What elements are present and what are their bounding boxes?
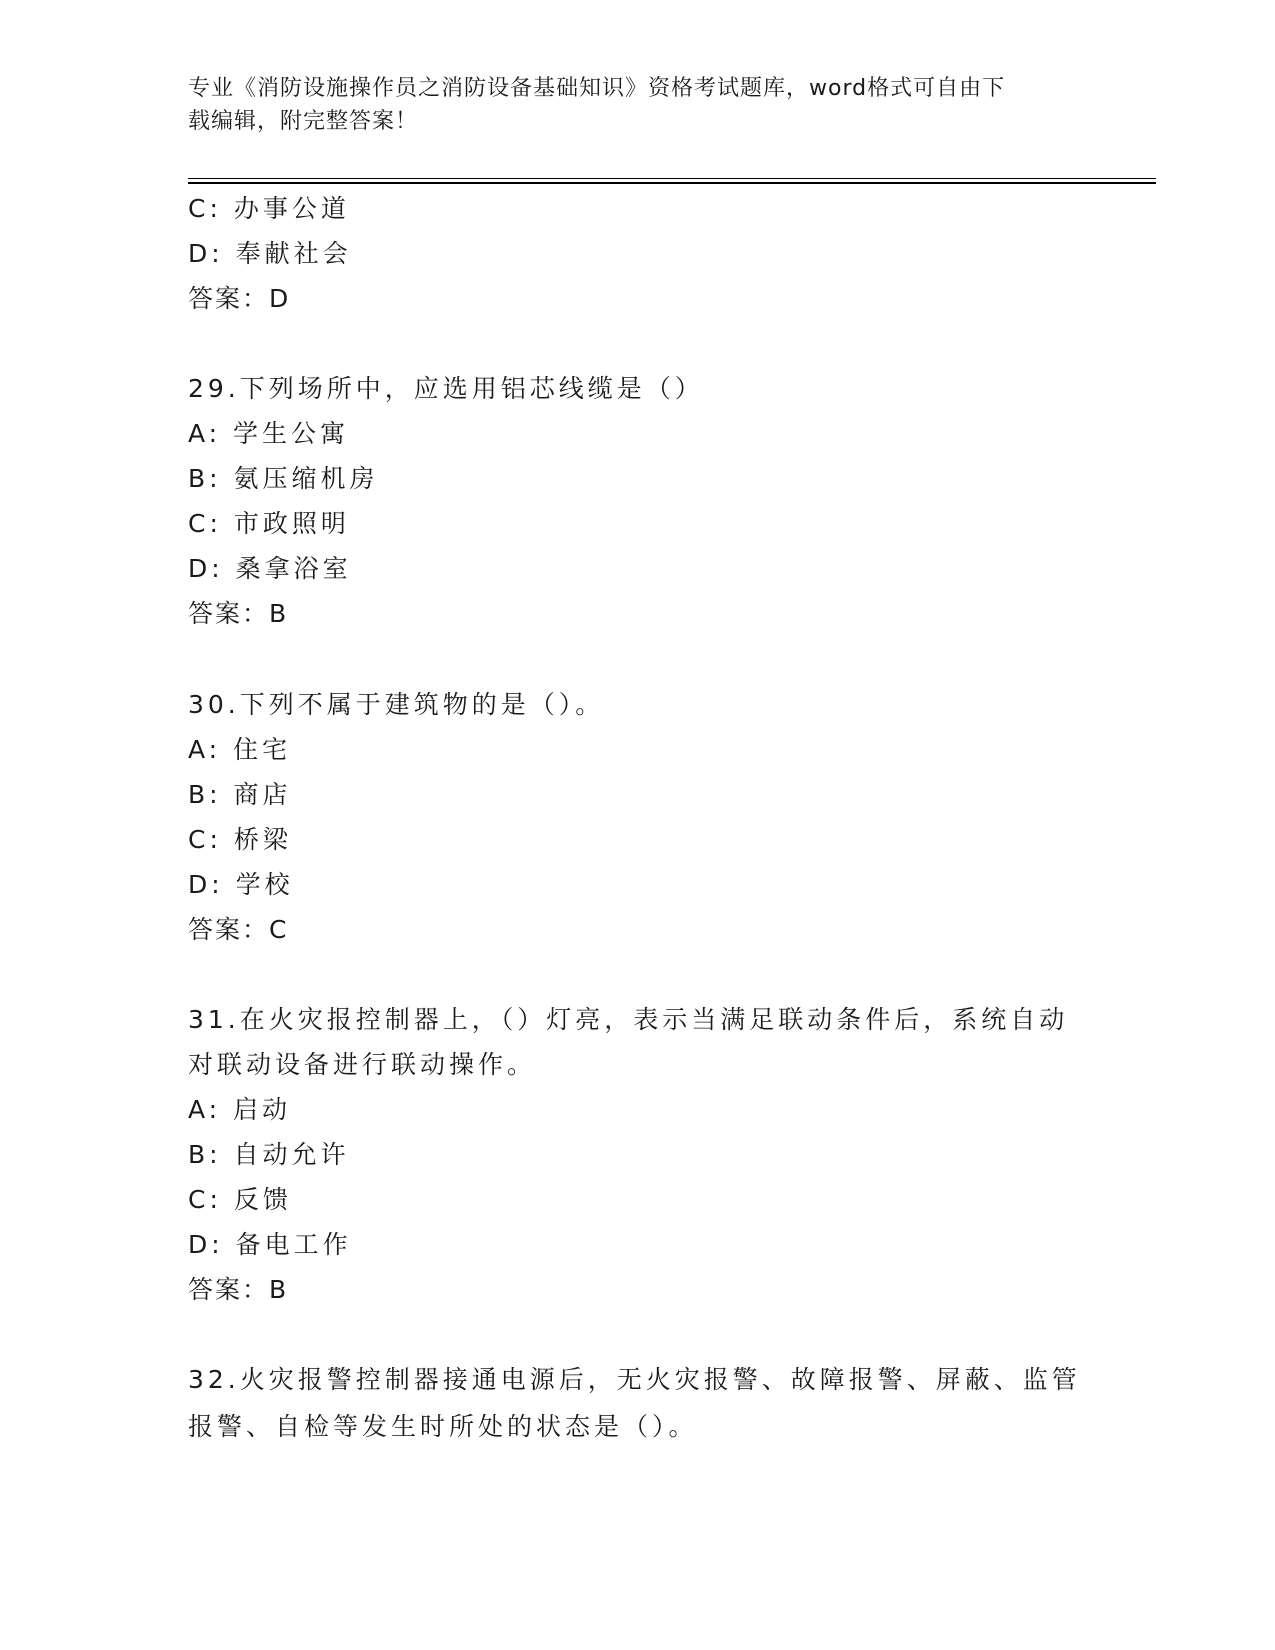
answer-value: B (269, 1275, 288, 1304)
q29-option-a: A: 学生公寓 (188, 419, 350, 448)
q29-answer (188, 597, 287, 631)
prev-option-d: D: 奉献社会 (188, 239, 352, 268)
answer-label: 答案： (188, 599, 270, 628)
q29-option-b: B: 氨压缩机房 (188, 464, 379, 493)
header-divider-thin (188, 178, 1156, 179)
header-line-2: 载编辑，附完整答案！ (188, 109, 419, 134)
q30-option-c: C: 桥梁 (188, 825, 292, 854)
question-31-line-1: 31.在火灾报控制器上，（）灯亮，表示当满足联动条件后，系统自动 (188, 1005, 1069, 1034)
answer-label: 答案： (188, 1275, 270, 1304)
q31-option-d: D: 备电工作 (188, 1230, 352, 1259)
document-header (188, 72, 1088, 138)
q29-option-d: D: 桑拿浴室 (188, 554, 352, 583)
q30-answer (188, 913, 287, 947)
q31-answer (188, 1273, 287, 1307)
header-divider-thick (188, 182, 1156, 184)
answer-value: D (269, 284, 290, 313)
q31-option-c: C: 反馈 (188, 1185, 292, 1214)
answer-label: 答案： (188, 284, 270, 313)
q31-option-b: B: 自动允许 (188, 1140, 350, 1169)
question-29: 29.下列场所中，应选用铝芯线缆是（） (188, 374, 704, 403)
answer-label: 答案： (188, 915, 270, 944)
question-30: 30.下列不属于建筑物的是（）。 (188, 690, 605, 719)
answer-value: B (269, 599, 288, 628)
question-32-line-1: 32.火灾报警控制器接通电源后，无火灾报警、故障报警、屏蔽、监管 (188, 1365, 1081, 1394)
question-31-line-2: 对联动设备进行联动操作。 (188, 1050, 537, 1079)
q31-option-a: A: 启动 (188, 1095, 292, 1124)
q30-option-b: B: 商店 (188, 780, 292, 809)
header-line-1: 专业《消防设施操作员之消防设备基础知识》资格考试题库，word格式可自由下 (188, 76, 1006, 101)
prev-option-c: C: 办事公道 (188, 194, 350, 223)
prev-answer (188, 282, 289, 316)
question-32-line-2: 报警、自检等发生时所处的状态是（）。 (188, 1412, 698, 1441)
q30-option-a: A: 住宅 (188, 735, 292, 764)
q30-option-d: D: 学校 (188, 870, 294, 899)
answer-value: C (269, 915, 288, 944)
q29-option-c: C: 市政照明 (188, 509, 350, 538)
